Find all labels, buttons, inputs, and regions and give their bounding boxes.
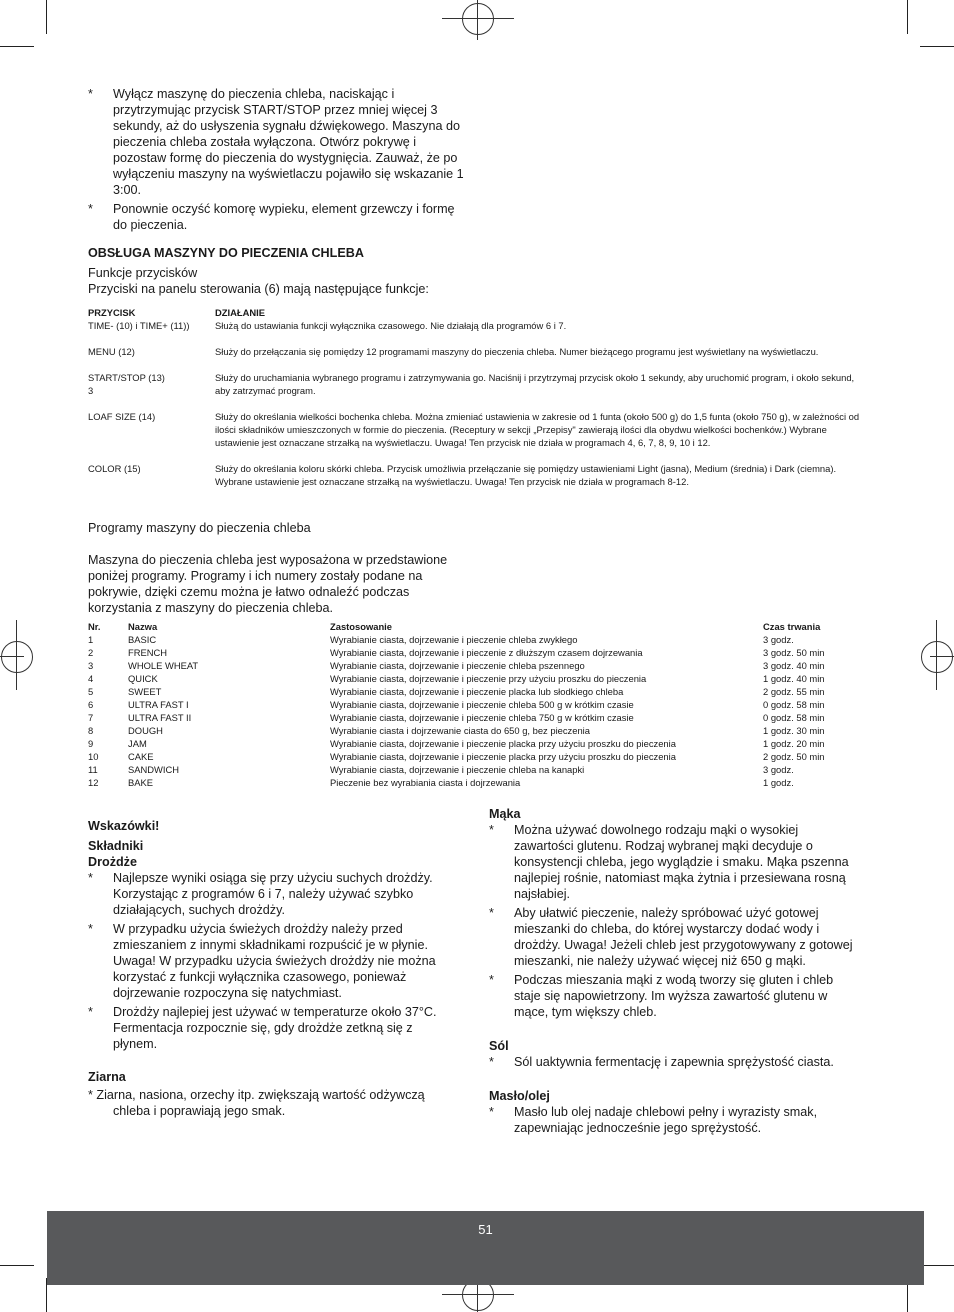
program-duration: 1 godz. 30 min [763, 725, 825, 736]
table-row [88, 685, 868, 698]
crop-mark [0, 46, 34, 47]
tips-title: Wskazówki! [88, 819, 160, 833]
list-item: * W przypadku użycia świeżych drożdży należy przed zmieszaniem z innymi składnikami rozpuścić je w płynie. Uwaga! W przypadku użycia świeżych drożdży nie można korzystać z funkcji wyłącznika czasowego, ponieważ dojrzewanie rozpoczyna się natychmiast. [88, 922, 436, 1000]
table-row [88, 750, 868, 763]
program-name: SWEET [128, 686, 162, 697]
program-name: DOUGH [128, 725, 163, 736]
table-row [88, 633, 868, 646]
table-row [88, 724, 868, 737]
programs-table-body [88, 633, 868, 789]
crop-mark [0, 1265, 34, 1266]
list-item: * Aby ułatwić pieczenie, należy spróbować użyć gotowej mieszanki do chleba, do której wystarczy dodać wody i drożdży. Uwaga! Jeżeli chleb jest przygotowywany z gotowej mieszanki, nie należy używać więcej niż 650 g mąki. [489, 906, 853, 968]
program-name: JAM [128, 738, 147, 749]
table-row [88, 737, 868, 750]
program-name: CAKE [128, 751, 154, 762]
page-footer [47, 1211, 924, 1285]
program-name: BASIC [128, 634, 157, 645]
button-function: Służy do uruchamiania wybranego programu i zatrzymywania go. Naciśnij i przytrzymaj przycisk około 1 sekundy, aby uruchomić program, i około sekund, aby zatrzymać program. [215, 372, 855, 396]
button-name: START/STOP (13) 3 [88, 372, 165, 396]
program-duration: 3 godz. 40 min [763, 660, 825, 671]
column-header: Czas trwania [763, 621, 821, 632]
grains-text: * Ziarna, nasiona, orzechy itp. zwiększają wartość odżywczą chleba i poprawiają jego smak. [88, 1088, 425, 1118]
program-number: 6 [88, 699, 94, 710]
program-name: BAKE [128, 777, 154, 788]
button-function: Służy do określania wielkości bochenka chleba. Można zmieniać ustawienia w zakresie od 1 funta (około 500 g) do 1,5 funta (około 750 g), w zależności od ilości składników umieszczonych w formie do pieczenia. (Receptury w sekcji „Przepisy" zawierają ilości dla obydwu wielkości bochenków.) Wybrane ustawienie jest oznaczane strzałką na wyświetlaczu. Uwaga! Ten przycisk nie działa w programach 4, 6, 7, 8, 9, 10 i 12. [215, 411, 860, 448]
program-usage: Wyrabianie ciasta, dojrzewanie i pieczenie chleba na kanapki [330, 764, 585, 775]
button-name: TIME- (10) i TIME+ (11)) [88, 320, 190, 331]
program-usage: Wyrabianie ciasta, dojrzewanie i pieczenie chleba 500 g w krótkim czasie [330, 699, 634, 710]
functions-intro-2: Przyciski na panelu sterowania (6) mają następujące funkcje: [88, 282, 429, 296]
program-duration: 1 godz. 40 min [763, 673, 825, 684]
program-number: 9 [88, 738, 94, 749]
program-usage: Wyrabianie ciasta, dojrzewanie i pieczenie przy użyciu proszku do pieczenia [330, 673, 647, 684]
column-header: Zastosowanie [330, 621, 392, 632]
program-number: 11 [88, 764, 98, 775]
button-function: Służy do przełączania się pomiędzy 12 programami maszyny do pieczenia chleba. Numer bieżącego programu jest wyświetlany na wyświetlaczu. [215, 346, 819, 357]
crop-mark [46, 0, 47, 34]
program-number: 1 [88, 634, 94, 645]
table-row [88, 698, 868, 711]
table-row [88, 763, 868, 776]
button-function: Służy do określania koloru skórki chleba. Przycisk umożliwia przełączanie się pomiędzy ustawieniami Light (jasna), Medium (średnia) i Dark (ciemna). Wybrane ustawienie jest oznaczane strzałką na wyświetlaczu. Uwaga! Ten przycisk nie działa w programach 8-12. [215, 463, 837, 487]
program-name: ULTRA FAST I [128, 699, 189, 710]
table-header: DZIAŁANIE [215, 307, 265, 318]
program-number: 5 [88, 686, 94, 697]
program-usage: Wyrabianie ciasta, dojrzewanie i pieczenie chleba 750 g w krótkim czasie [330, 712, 634, 723]
column-header: Nr. [88, 621, 101, 632]
table-header: PRZYCISK [88, 307, 136, 318]
list-item: * Drożdży najlepiej jest używać w temperaturze około 37°C. Fermentacja rozpocznie się, gdy drożdże zetkną się z płynem. [88, 1005, 437, 1051]
program-duration: 0 godz. 58 min [763, 712, 825, 723]
program-usage: Wyrabianie ciasta, dojrzewanie i pieczenie chleba zwykłego [330, 634, 578, 645]
butter-title: Masło/olej [489, 1089, 550, 1103]
program-name: ULTRA FAST II [128, 712, 192, 723]
table-row [88, 646, 868, 659]
programs-intro: Maszyna do pieczenia chleba jest wyposażona w przedstawione poniżej programy. Programy i ich numery zostały podane na pokrywie, dzięki czemu można je łatwo odnaleźć podczas korzystania z maszyny do pieczenia chleba. [88, 553, 448, 615]
button-name: LOAF SIZE (14) [88, 411, 156, 422]
table-row [88, 776, 868, 789]
programs-table [88, 620, 868, 789]
button-name: MENU (12) [88, 346, 135, 357]
ingredients-title: Składniki [88, 839, 144, 853]
program-number: 8 [88, 725, 94, 736]
tips-column [88, 818, 448, 1119]
program-duration: 0 godz. 58 min [763, 699, 825, 710]
program-usage: Wyrabianie ciasta, dojrzewanie i pieczenie placka lub słodkiego chleba [330, 686, 624, 697]
crop-mark [907, 0, 908, 34]
list-item: * Masło lub olej nadaje chlebowi pełny i wyrazisty smak, zapewniając jednocześnie jego sprężystość. [489, 1105, 818, 1135]
program-duration: 1 godz. 20 min [763, 738, 825, 749]
program-usage: Wyrabianie ciasta, dojrzewanie i pieczenie chleba pszennego [330, 660, 585, 671]
program-usage: Wyrabianie ciasta, dojrzewanie i pieczenie placka przy użyciu proszku do pieczenia [330, 738, 676, 749]
table-row [88, 672, 868, 685]
flour-title: Mąka [489, 807, 521, 821]
functions-intro-1: Funkcje przycisków [88, 266, 198, 280]
program-usage: Wyrabianie ciasta, dojrzewanie i pieczenie placka przy użyciu proszku do pieczenia [330, 751, 676, 762]
table-row [88, 659, 868, 672]
section-title: OBSŁUGA MASZYNY DO PIECZENIA CHLEBA [88, 246, 364, 260]
button-name: COLOR (15) [88, 463, 141, 474]
list-item: * Sól uaktywnia fermentację i zapewnia sprężystość ciasta. [489, 1055, 834, 1069]
program-usage: Wyrabianie ciasta i dojrzewanie ciasta do 650 g, bez pieczenia [330, 725, 590, 736]
program-name: WHOLE WHEAT [128, 660, 199, 671]
program-number: 2 [88, 647, 94, 658]
program-duration: 3 godz. [763, 764, 794, 775]
program-number: 3 [88, 660, 94, 671]
program-number: 12 [88, 777, 99, 788]
ingredients-column [489, 806, 861, 1139]
program-usage: Wyrabianie ciasta, dojrzewanie i pieczenie z dłuższym czasem dojrzewania [330, 647, 643, 658]
grains-title: Ziarna [88, 1070, 126, 1084]
table-row [88, 711, 868, 724]
column-header: Nazwa [128, 621, 158, 632]
program-duration: 2 godz. 55 min [763, 686, 825, 697]
programs-title: Programy maszyny do pieczenia chleba [88, 521, 311, 535]
program-number: 7 [88, 712, 94, 723]
crop-mark [920, 46, 954, 47]
program-usage: Pieczenie bez wyrabiania ciasta i dojrzewania [330, 777, 521, 788]
program-number: 4 [88, 673, 94, 684]
program-duration: 2 godz. 50 min [763, 751, 825, 762]
program-name: FRENCH [128, 647, 168, 658]
program-duration: 3 godz. [763, 634, 794, 645]
program-duration: 1 godz. [763, 777, 794, 788]
list-item: * Można używać dowolnego rodzaju mąki o wysokiej zawartości glutenu. Rodzaj wybranej mąki decyduje o konsystencji chleba, jego wyglądzie i smaku. Mąka pszenna najlepiej rośnie, natomiast mąka żytnia i przesiewana rosną najsłabiej. [489, 823, 849, 901]
program-name: QUICK [128, 673, 158, 684]
list-item: * Ponownie oczyść komorę wypieku, element grzewczy i formę do pieczenia. [88, 202, 455, 232]
program-number: 10 [88, 751, 99, 762]
yeast-title: Drożdże [88, 855, 137, 869]
crop-mark [920, 1265, 954, 1266]
program-duration: 3 godz. 50 min [763, 647, 825, 658]
page-number: 51 [478, 1222, 493, 1237]
list-item: * Najlepsze wyniki osiąga się przy użyciu suchych drożdży. Korzystając z programów 6 i 7, należy używać szybko działających, suchych drożdży. [88, 871, 433, 917]
salt-title: Sól [489, 1039, 509, 1053]
intro-bullets [88, 86, 466, 236]
button-function: Służą do ustawiania funkcji wyłącznika czasowego. Nie działają dla programów 6 i 7. [215, 320, 567, 331]
program-name: SANDWICH [128, 764, 180, 775]
table-header-row [88, 620, 868, 633]
list-item: * Wyłącz maszynę do pieczenia chleba, naciskając i przytrzymując przycisk START/STOP przez mniej więcej 3 sekundy, aż do usłyszenia sygnału dźwiękowego. Maszyna do pieczenia chleba została wyłączona. Otwórz pokrywę i pozostaw formę do pieczenia do wystygnięcia. Zauważ, że po wyłączeniu maszyny na wyświetlaczu pojawiło się wskazanie 1 3:00. [88, 87, 464, 197]
list-item: * Podczas mieszania mąki z wodą tworzy się gluten i chleb staje się napowietrzony. Im wyższa zawartość glutenu w mące, tym większy chleb. [489, 973, 834, 1019]
